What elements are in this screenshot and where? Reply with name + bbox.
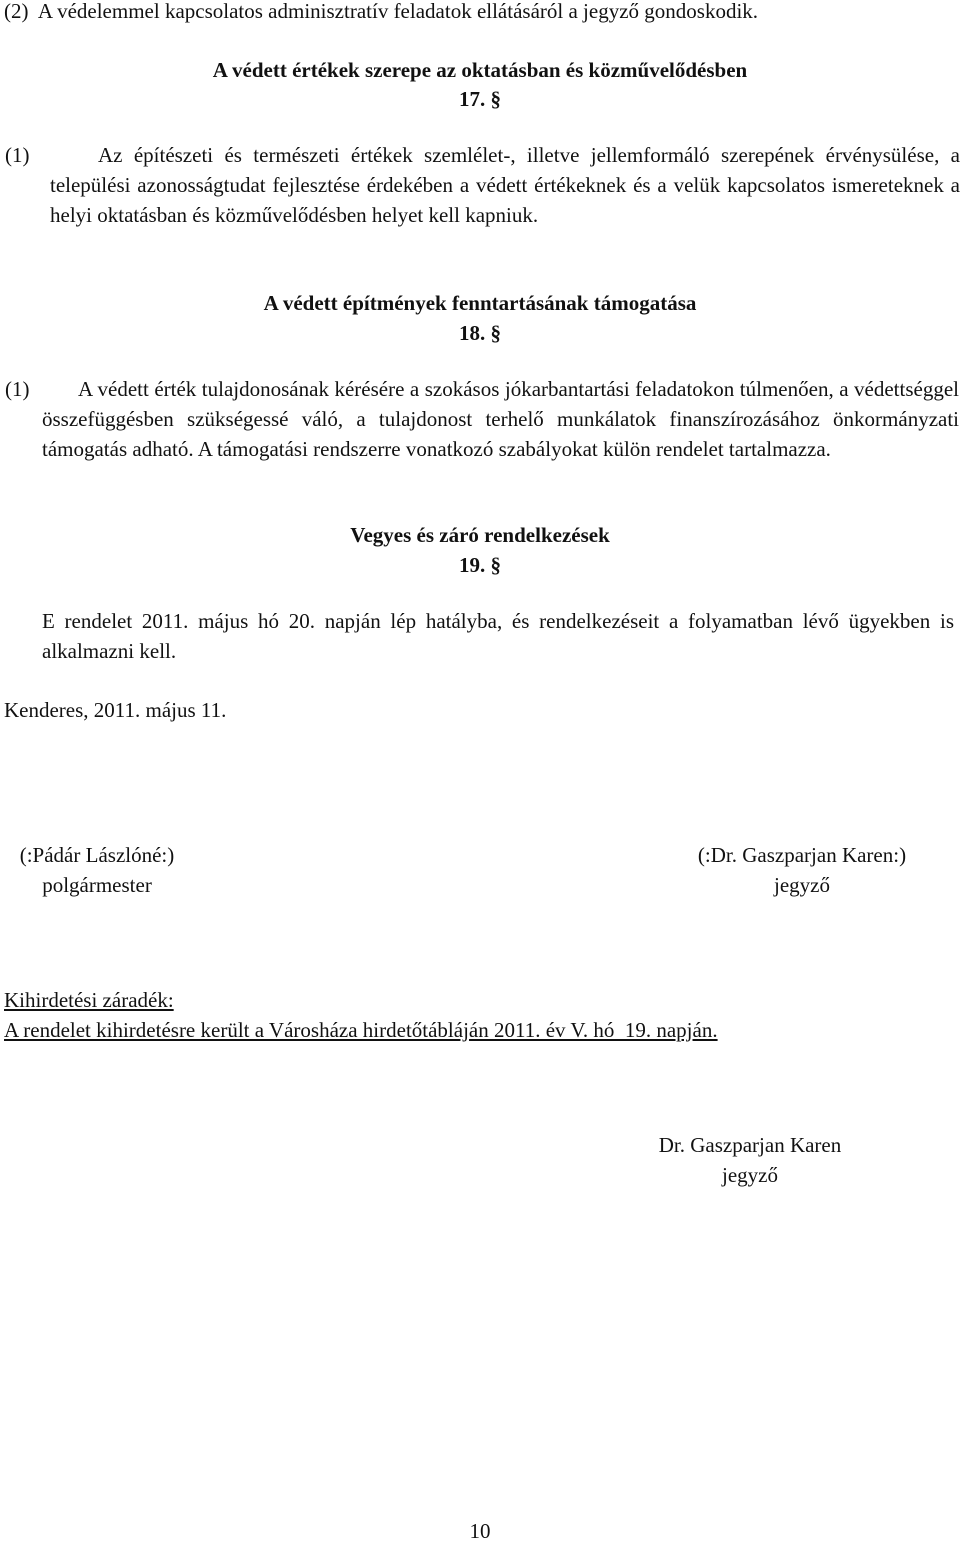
section-17-number: 17. § (459, 87, 501, 111)
section-18-number: 18. § (459, 321, 501, 345)
paragraph-text: A védett érték tulajdonosának kérésére a szokásos jókarbantartási feladatokon túlmenően, a védettséggel összefüggésben szükségessé váló, a tulajdonost terhelő munkálatok finanszírozásához önkormányzati támogatás adható. A támogatási rendszerre vonatkozó szabályokat külön rendelet tartalmazza. (42, 377, 959, 461)
paragraph-text: (2) A védelemmel kapcsolatos adminisztratív feladatok ellátásáról a jegyző gondoskodik. (4, 0, 759, 23)
notary-name: (:Dr. Gaszparjan Karen:) (697, 843, 907, 867)
section-19-text: E rendelet 2011. május hó 20. napján lép hatályba, és rendelkezéseit a folyamatban lévő ügyekben is alkalmazni kell. (42, 609, 954, 663)
mayor-name: (:Pádár Lászlóné:) (19, 843, 175, 867)
promulgation-label: Kihirdetési záradék: (4, 988, 174, 1012)
paragraph-text: Az építészeti és természeti értékek szemlélet-, illetve jellemformáló szerepének érvénysülése, a települési azonosságtudat fejlesztése érdekében a védett értékeknek és a velük kapcsolatos ismereteknek a helyi oktatásban és közművelődésben helyet kell kapniuk. (50, 143, 960, 227)
promulgation-signer-title: jegyző (722, 1163, 778, 1187)
section-17-paragraph-1 (5, 140, 960, 230)
paragraph-number: (1) (5, 143, 30, 167)
mayor-title: polgármester (42, 873, 152, 897)
place-date: Kenderes, 2011. május 11. (4, 698, 227, 722)
section-18-heading: A védett építmények fenntartásának támogatása (263, 291, 697, 315)
section-19-heading: Vegyes és záró rendelkezések (350, 523, 610, 547)
section-18-paragraph-1 (5, 374, 960, 464)
promulgation-signature (630, 1130, 870, 1190)
promulgation-clause (4, 985, 954, 1045)
paragraph-2 (4, 0, 954, 26)
section-19-number: 19. § (459, 553, 501, 577)
promulgation-signer-name: Dr. Gaszparjan Karen (658, 1133, 842, 1157)
section-17-heading: A védett értékek szerepe az oktatásban és közművelődésben (212, 58, 748, 82)
signature-left (4, 840, 190, 900)
paragraph-number: (1) (5, 377, 30, 401)
notary-title: jegyző (774, 873, 830, 897)
page-number: 10 (469, 1519, 491, 1543)
promulgation-text: A rendelet kihirdetésre került a Városháza hirdetőtábláján 2011. év V. hó 19. napján. (4, 1018, 718, 1042)
signature-right (670, 840, 934, 900)
